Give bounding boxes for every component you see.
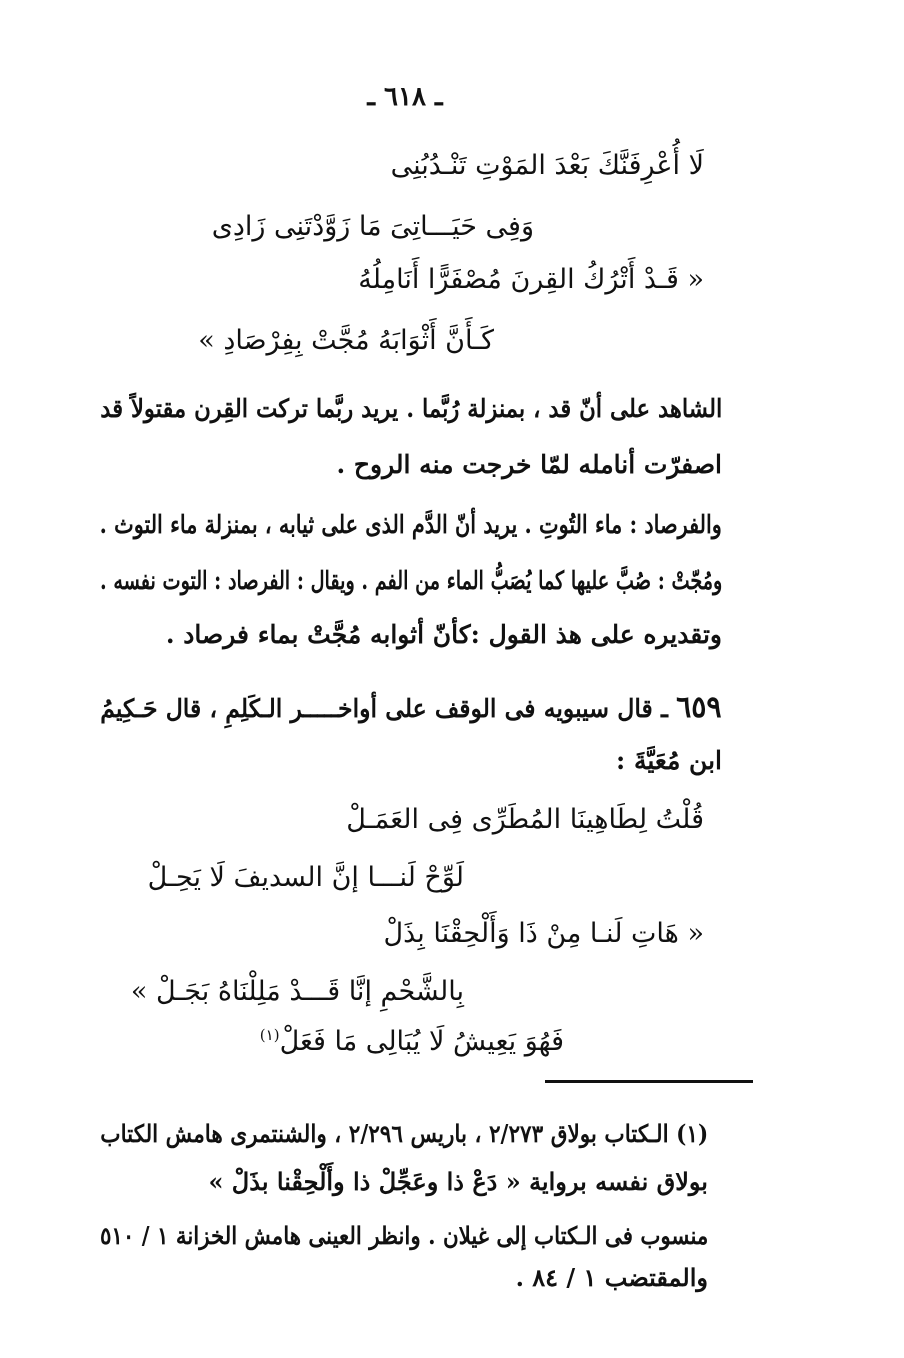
commentary-line-1: الشاهد على أنّ قد ، بمنزلة رُبَّما . يريد ربَّما تركت القِرن مقتولاً قد	[99, 394, 722, 423]
page-number: ـ ٦١٨ ـ	[367, 82, 443, 112]
footnote-line-3: منسوب فى الـكتاب إلى غيلان . وانظر العينى هامش الخزانة ١ / ٥١٠	[99, 1221, 708, 1250]
verse-line-3: « قَـدْ أَتْرُكُ القِرنَ مُصْفَرًّا أَنَامِلُهُ	[358, 264, 704, 295]
entry-659-line-1	[101, 690, 722, 726]
commentary-line-3: والفرصاد : ماء التُوتِ . يريد أنّ الدَّم الذى على ثيابه ، بمنزلة ماء التوث .	[99, 510, 722, 539]
verse2-line-5-text: فَهُوَ يَعِيشُ لَا يُبَالِى مَا فَعَلْ	[279, 1026, 564, 1057]
verse2-line-4: بِالشَّحْمِ إنَّا قَـــدْ مَلِلْنَاهُ بَجَـلْ »	[130, 976, 464, 1007]
verse-line-4: كَـأَنَّ أَثْوَابَهُ مُجَّتْ بِفِرْصَادِ »	[198, 325, 494, 356]
verse-line-1: لَا أُعْرِفَنَّكَ بَعْدَ المَوْتِ تَنْـدُبُنِى	[390, 150, 704, 181]
verse2-line-5	[260, 1026, 564, 1058]
verse2-line-2: لَوِّحْ لَنـــا إنَّ السديفَ لَا يَحِـلْ	[147, 862, 464, 893]
commentary-line-2: اصفرّت أنامله لمّا خرجت منه الروح .	[336, 450, 722, 479]
entry-659-line-2: ابن مُعَيَّةَ :	[616, 746, 722, 775]
commentary-line-5: وتقديره على هذ القول :كأنّ أثوابه مُجَّتْ بماء فرصاد .	[165, 620, 722, 649]
verse2-line-1: قُلْتُ لِطَاهِينَا المُطَرِّى فِى العَمَـلْ	[346, 804, 704, 835]
entry-number: ٦٥٩	[676, 690, 722, 725]
commentary-line-4: ومُجّتْ : صُبَّ عليها كما يُصَبُّ الماء من الفم . ويقال : الفرصاد : التوت نفسه .	[99, 566, 722, 595]
entry-659-text: ـ قال سيبويه فى الوقف على أواخـــــر الـكَلِمِ ، قال حَـكِيمُ	[100, 694, 669, 723]
verse2-line-3: « هَاتِ لَنـا مِنْ ذَا وَأَلْحِقْنَا بِذَلْ	[383, 918, 704, 949]
footnote-separator	[545, 1080, 753, 1083]
footnote-line-2: بولاق نفسه برواية « دَعْ ذا وعَجِّلْ ذا وأَلْحِقْنا بذَلْ »	[208, 1167, 708, 1196]
footnote-line-1: (١) الـكتاب بولاق ٢/٢٧٣ ، باريس ٢/٢٩٦ ، والشنتمرى هامش الكتاب	[100, 1119, 708, 1148]
verse-line-2: وَفِى حَيَـــاتِىَ مَا زَوَّدْتَنِى زَادِى	[211, 211, 534, 242]
footnote-marker: (١)	[259, 1026, 280, 1044]
footnote-line-4: والمقتضب ١ / ٨٤ .	[515, 1263, 708, 1292]
